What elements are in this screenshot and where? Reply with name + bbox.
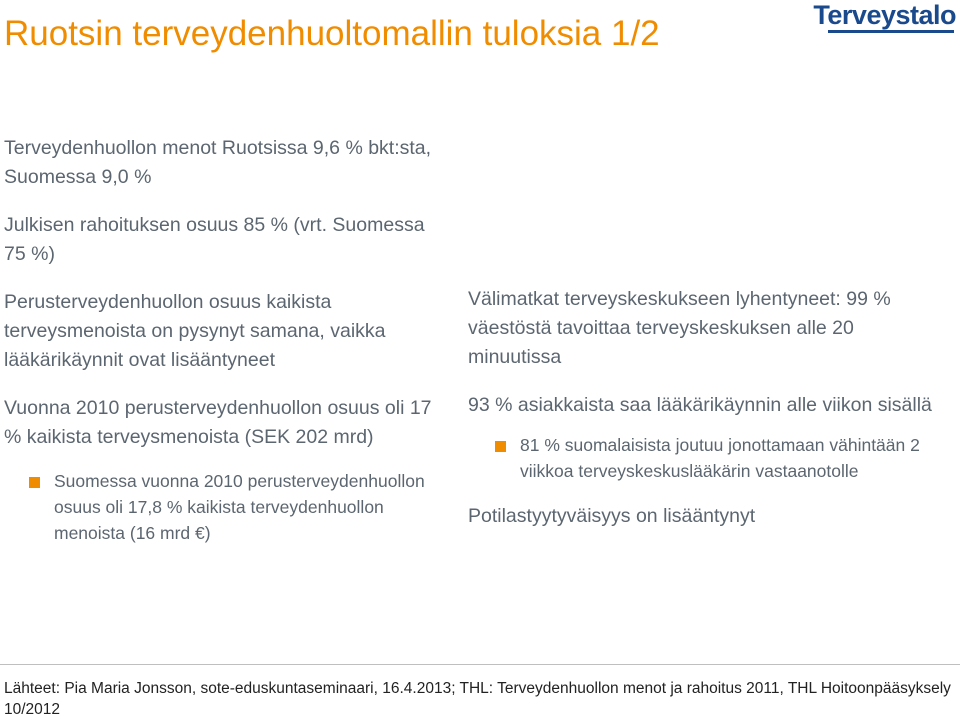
paragraph-distances: Välimatkat terveyskeskukseen lyhentyneet: 99 % väestöstä tavoittaa terveyskeskuksen alle 20 minuutissa [468, 288, 891, 368]
sub-bullet-finland-2010 [4, 468, 444, 546]
orange-square-bullet-icon [495, 441, 506, 452]
sub-bullet-finland-queue [468, 432, 948, 484]
paragraph-public-funding: Julkisen rahoituksen osuus 85 % (vrt. Suomessa 75 %) [4, 214, 425, 265]
right-column [468, 285, 948, 550]
footer-sources: Lähteet: Pia Maria Jonsson, sote-eduskuntaseminaari, 16.4.2013; THL: Terveydenhuollon menot ja rahoitus 2011, THL Hoitoonpääsyksely 10/2012 [4, 680, 951, 718]
paragraph-primary-care-share: Perusterveydenhuollon osuus kaikista terveysmenoista on pysynyt samana, vaikka lääkärikäynnit ovat lisääntyneet [4, 291, 386, 371]
sub-bullet-text: 81 % suomalaisista joutuu jonottamaan vähintään 2 viikkoa terveyskeskuslääkärin vastaanotolle [520, 435, 920, 481]
footer-divider [0, 664, 960, 665]
sub-bullet-text: Suomessa vuonna 2010 perusterveydenhuollon osuus oli 17,8 % kaikista terveydenhuollon menoista (16 mrd €) [54, 471, 425, 543]
slide-title: Ruotsin terveydenhuoltomallin tuloksia 1/2 [4, 14, 660, 53]
paragraph-doctor-visits: 93 % asiakkaista saa lääkärikäynnin alle viikon sisällä [468, 394, 932, 416]
logo-underline [828, 30, 954, 33]
terveystalo-logo: Terveystalo [813, 0, 956, 30]
paragraph-patient-satisfaction: Potilastyytyväisyys on lisääntynyt [468, 505, 756, 527]
orange-square-bullet-icon [29, 477, 40, 488]
paragraph-health-spending: Terveydenhuollon menot Ruotsissa 9,6 % bkt:sta, Suomessa 9,0 % [4, 137, 432, 188]
paragraph-primary-care-2010: Vuonna 2010 perusterveydenhuollon osuus oli 17 % kaikista terveysmenoista (SEK 202 mrd) [4, 397, 432, 448]
left-column [4, 134, 444, 546]
